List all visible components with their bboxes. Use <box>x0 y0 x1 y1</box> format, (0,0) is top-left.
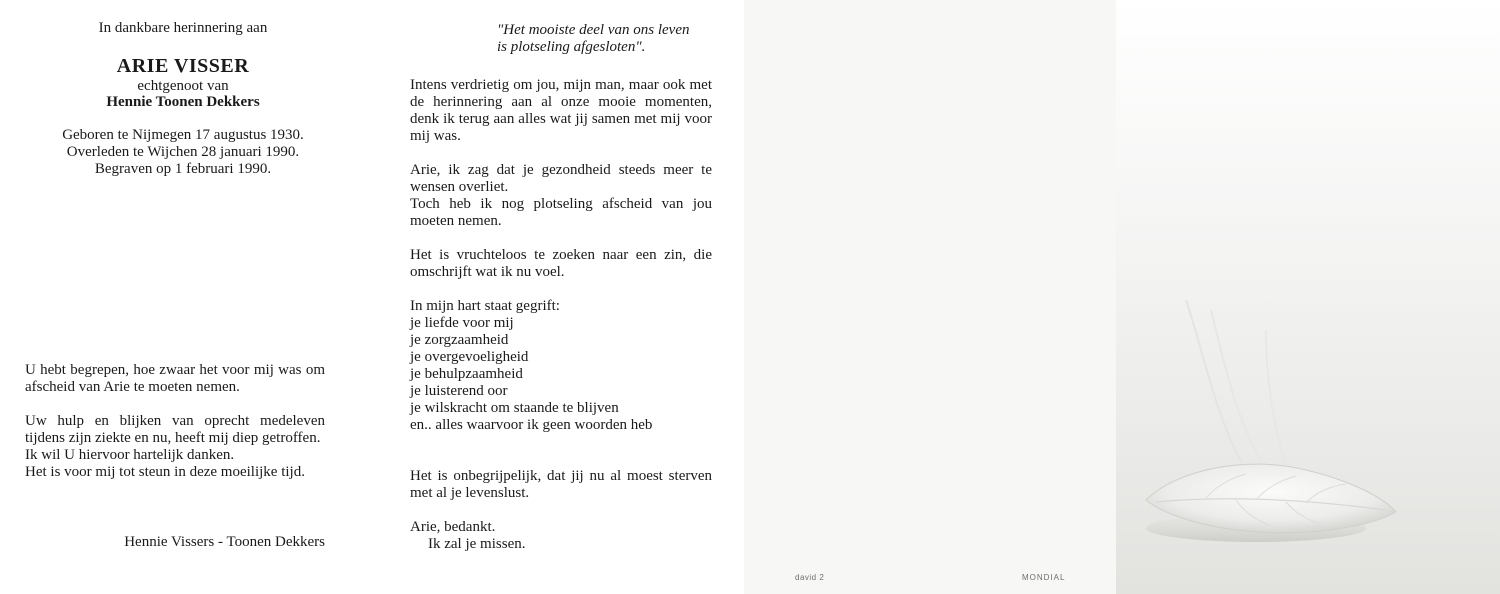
birth-line: Geboren te Nijmegen 17 augustus 1930. <box>62 127 304 143</box>
embossed-leaf-icon <box>1116 0 1500 594</box>
burial-line: Begraven op 1 februari 1990. <box>94 161 272 177</box>
poem-paragraph: Arie, ik zag dat je gezondheid steeds meer te wensen overliet. <box>410 162 712 195</box>
thanks-paragraph: Ik wil U hiervoor hartelijk danken. <box>25 447 235 463</box>
thanks-paragraph: Het is voor mij tot steun in deze moeilijke tijd. <box>25 464 305 480</box>
quote-line: "Het mooiste deel van ons leven <box>497 22 690 38</box>
publisher-code: david 2 <box>795 573 825 582</box>
poem-paragraph: Het is onbegrijpelijk, dat jij nu al moest sterven met al je levenslust. <box>410 468 712 501</box>
publisher-brand: MONDIAL <box>1022 573 1066 582</box>
embossed-leaf-image <box>1116 0 1500 594</box>
poem-paragraph: Toch heb ik nog plotseling afscheid van jou moeten nemen. <box>410 196 712 229</box>
list-item: je overgevoeligheid <box>410 349 529 365</box>
list-intro: In mijn hart staat gegrift: <box>410 298 560 314</box>
quote-line: is plotseling afgesloten". <box>497 39 646 55</box>
closing <box>410 519 525 553</box>
spouse-name: Hennie Toonen Dekkers <box>106 94 260 110</box>
list-item: je behulpzaamheid <box>410 366 523 382</box>
thanks-text <box>25 362 325 481</box>
closing-line: Arie, bedankt. <box>410 519 496 535</box>
thanks-paragraph: Uw hulp en blijken van oprecht medeleven tijdens zijn ziekte en nu, heeft mij diep getroffen. <box>25 413 325 446</box>
quote <box>497 22 690 56</box>
list-item: je zorgzaamheid <box>410 332 509 348</box>
poem-text <box>410 77 712 502</box>
card-cover-panel <box>744 0 1500 594</box>
death-line: Overleden te Wijchen 28 januari 1990. <box>66 144 300 160</box>
list-item: je liefde voor mij <box>410 315 514 331</box>
list-item: je wilskracht om staande te blijven <box>410 400 619 416</box>
closing-line: Ik zal je missen. <box>428 536 526 552</box>
deceased-name: ARIE VISSER <box>116 55 250 77</box>
poem-paragraph: Intens verdrietig om jou, mijn man, maar ook met de herinnering aan al onze mooie momenten, denk ik terug aan alles wat jij samen met mij voor mij was. <box>410 77 712 144</box>
poem-paragraph: Het is vruchteloos te zoeken naar een zin, die omschrijft wat ik nu voel. <box>410 247 712 280</box>
list-item: je luisterend oor <box>410 383 508 399</box>
intro-line: In dankbare herinnering aan <box>98 20 268 36</box>
thanks-paragraph: U hebt begrepen, hoe zwaar het voor mij was om afscheid van Arie te moeten nemen. <box>25 362 325 395</box>
life-dates <box>0 127 366 178</box>
list-item: en.. alles waarvoor ik geen woorden heb <box>410 417 653 433</box>
signature: Hennie Vissers - Toonen Dekkers <box>124 534 325 550</box>
middle-card-panel <box>372 0 744 594</box>
left-card-panel <box>0 0 372 594</box>
spouse-label: echtgenoot van <box>137 78 229 94</box>
qualities-list <box>410 315 712 434</box>
spacer <box>410 434 712 468</box>
